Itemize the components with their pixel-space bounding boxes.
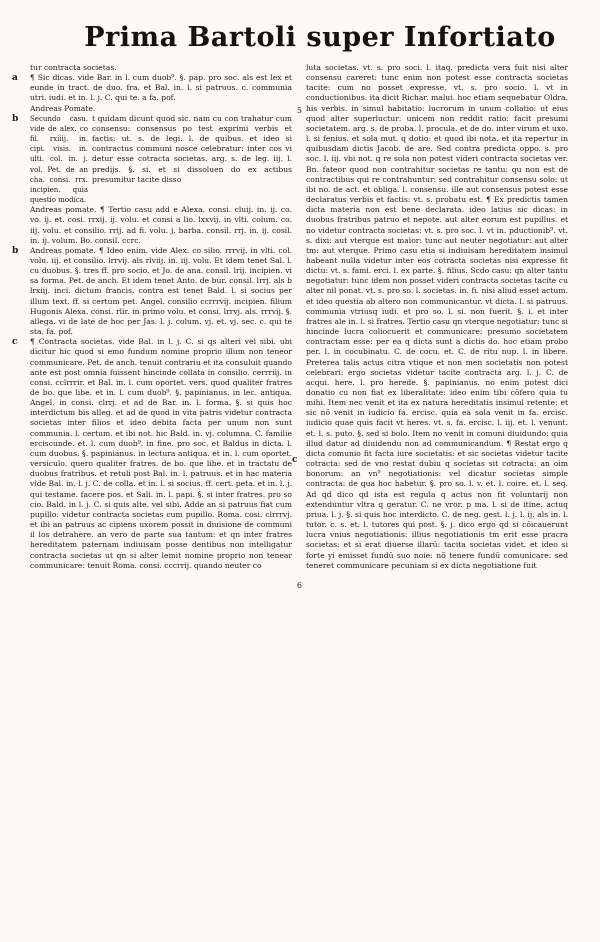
running-head: Prima Bartoli super Infortiato [84, 22, 556, 53]
text-columns [12, 63, 570, 591]
marginal-number-6: 6 [296, 581, 302, 591]
right-column-text: luta societas. vt. s. pro soci. l. itaq. predicta vera fuit nisi alter consensu careret: tunc enim non potest esse contracta societas tacite: cum no posset expresse. vt. s. pro socio. l. vt in conductionibus. ita dicit Richar. malui. hoc etiam sequebatur Oldra. his verbis. in simul habitatio: lucrorum in unum collatio: ut eius quod alter superluctur: unicem non reddit ratio: facit presumi societatem. arg. s. de proba. l. procula. et de do. inter virum et uxo. l. si fenius. et sola mut. q dotio: et quod ibi nota. et ita repertur in quibusdam dictis Jacob. de are. Sed contra predicta oppo. s. pro soc. l. iij. vbi not. q re sola non potest videri contracta societas ver. Bn. fateor quod non contrahitur societas re tantu: qu non est de contractibus qui re contrahuntur: sed contrahitur consensu solo: ut ibi no. de act. et obliga. l. consensu. ille aut consensus potest esse declaratus verbis et factis: vt. s. probatu est. ¶ Ex predictis tamen dicta materia non est bene declarata. ideo latius sic dicas: in duobus fratribus patruo et nepote. aut alter eorum est pupillus. et no videtur contracta societas: vt. s. pro soc. l. vt in. pductionib⁹. vt. s. dixi: aut vterque est maior: tunc aut neuter negotiatur: aut alter tm: aut vterque. Primo casu etia si indiuisam hereditatem insimul habeant nulla videtur inter eos cotracta societas nisi expresse fit dictu: vt. s. fami. erci. l. ex parte. §. filius. Scdo casu: qn alter tantu negotiatur: tunc idem non posset videri contracta societas tacite cu alter nil ponat. vt. s. pro so. l. societas. in. fi. nisi aliud esset actum. et ideo questia ab altero non communicantur. vt dicta. l. si patruus. communia vtriusq iudi. et pro so. l. si. non fuerit. §. i. et inter fratres ale in. l. si fratres. Tertio casu qn vterque negotiatur: tunc si hincinde lucra coliocuerit et communicare: presumo societatem contractam esse: per ea q dicta sunt a dictis do. hoc etiam probo per. l. in cocubinatu. C. de cocu. et. C. de ritu nup. l. in libere. Preterea talis actus citra vtique et non men societatis non potest celebrari: ergo societas videtur tacite contracta arg. l. j. C. de acqui. here. l. pro herede. §. papinianus. no enim potest dici donatio cu non fiat ex liberalitate: ideo enim tibi cōfero quia tu mihi. Item nec venit et ita ex natura hereditatis insimul retente: et sic nō venit in iudicio fa. ercisc. quia ea sola venit in fa. ercisc. iudicio quae quis facit vt heres. vt. s. fa. ercisc. l. iij. et. l. venunt. et. l. s. puto. §. sed si bolo. Item no venit in comuni diuidundo: quia illud datur ad diuidendu non ad communicandum. ¶ Restat ergo q dicta comunio fit facta iure societatis: et sic societas videtur tacite cotracta: sed de vno restat dubiu q societas sit cotracta: an oim bonorum: an vn⁹ negotiationis: vel dicatur societas simple contracta: de qua hoc habetur. §. pro so. l. v. et. l. coire. et. l. seq. Ad qd dico qd ista est regula q actus non fit voluntarij non extenduntur vltra q geratur. C. ne vror. p ma. l. si de itine. actuq priua. l. j. §. si quis hoc interdicto. C. de neg. gest. l. j. l. ij. als in. l. tutor. c. s. et. l. tutores qui post. §. j. dico ergo qd si cōicauerunt lucra vnius negotiationis: illius negotiationis tm erit esse pracra societas: et si erat diuerse illarū: tacita societas videt. et ideo si forte yi emisset fundū suo noie: nō tenere fundū comunicare: sed teneret communicare pecuniam si ex dicta negotiatione fuit [306, 63, 568, 570]
paragraph-a-text: ¶ Sic dicas. vide Bar. in l. cum duob⁹. §. pap. pro soc. als est lex et eunde in tract. de duo. fra. et Bal. in. l. si patruus. c. communia utri. iudi. et in. l. j. C. qui te. a fa. pof. [30, 73, 292, 103]
paragraph-c-text: ¶ Contracta societas. vide Bal. in l. j. C. si qs alteri vel sibi. ubi dicitur hic quod si emo fundum nomine proprio illum non teneor communicare. Pet. de anch. tenuit contrariu et ita consuluit quando ante est post omnia fuissent hincinde collata in consilio. cerrriij. in consi. cclrrrir. et Bal. in. l. cum oportet. vers. quod qualiter fratres de bo. que libe. et in. l. cum duob⁹. §. papinianus. in lec. antiqua. Angel. in consi. clrrj. et ad de Bar. in. l. forma. §. si quis hoc interdictum bis alleg. et ad de quod in vita patris videtur contracta societas inter filios et ideo debita facta per unum non sunt communia. l. certum. et ibi not. hic Bald. in. vj. columna. C. familie erciscunde. et. l. cum duob⁹. in fine. pro soc. et Baldus in dicta. l. cum duobus. §. papinianus. in lectura antiqua. et in. l. cum oportet. versiculo. quero qualiter fratres. de bo. que libe. et in tractatu de duobus fratribus. et retuli post Bal. in. l. patruus. et in hac materia vide Bal. in. l. j. C. de colla. et in. l. si socius. ff. cert. peta. et in. l. j. qui testame. facere pos. et Sali. in. l. papi. §. si inter fratres. pro so cio. Bald. in l. j. C. si quis alte. vel sibi. Adde an si patruus fiat cum pupillo: videtur contracta societas cum pupillo. Roma. cosi. clrrrvj. et ibi an patruus ac cipiens uxorem possit in diuisione de communi il los detrahere. an vero de parte sua tantum: et qn inter fratres hereditatem paternam indiuisam posse dentibus non intelligatur contracta societas ut qn si alter lemit nomine proprio non tenear communicare: tenuit Roma. consi. cccrrij. quando neuter co [30, 337, 292, 570]
paragraph-b-main: t quidam dicunt quod sic. nam cu con trahatur cum consensu: consensus po test exprimi verbis et factis: ut. s. de legi. l. de quibus. et ideo si contractus communi nosce celebratur: inter cos vi detur esse cotracta societas. arg. s. de leg. iij. l. predijs. §. si. et si dissoluen do ex actibus presumitur tacite disso [92, 113, 292, 184]
andreas-block-3 [12, 245, 292, 337]
andreas-note-1: Andreas Pomate. [30, 103, 96, 113]
left-column [12, 63, 302, 591]
left-opening: tur contracta societas. [30, 63, 117, 72]
paragraph-a [12, 73, 292, 103]
right-body [292, 63, 568, 571]
andreas-note-2: Andreas pomate. ¶ Tertio casu add e Alexa. consi. cluij. in. ij. co. vo. ij. et. cosi. rrxij. ij. volu. et consi a lio. lxxvij. in vlti. colum. co. iij. volu. et consilio. rrij. ad fi. volu. j. barba. consil. rrj. in. ij. cosil. in. ij. volum. Bo. consil. ccrc. [30, 205, 292, 245]
paragraph-b-margin: Secundo casu. vide de alex. co fil. rxiiij. in. cipi. visis. in. ulti. col. in. j. vol. Pet. de an cha. consi. rrx. incipien. quia questio modica. [30, 114, 88, 205]
marginal-number-5: 5 [296, 105, 302, 115]
margin-letter-c-right: c [292, 455, 298, 465]
paragraph-c [12, 337, 302, 591]
margin-letter-b2: b [12, 245, 19, 256]
right-column [292, 63, 568, 571]
andreas-note-3: Andreas pomate. ¶ Ideo enim. vide Alex. co silio. rrrvij. in vlti. col. volu. iij. et consilio. lrrvij. als rlviij. in. iij. volu. Et idem tenet Sal. l. cu duobus. §. tres ff. pro socio. et Jo. de ana. consil. lrij. incipien. vi sa forma. Pet. de anch. Et idem tenet Anto. de bur. consil. lrrj. als b lrxiij. inci. dictum francis. contra est tenet Bald. l. si socius per illum text. ff. si certum pet. Angel. consilio ccrrrvij. incipien. filium Hugonis Alexa. consi. rlir. in primo volu. et consi. lrrvj. als. rrrvij. §. allega. vi de late de hoc per Jas. l. j. colum. vj. et. vj. sec. c. qui te sta. fa. pof. [30, 245, 292, 337]
margin-letter-c-left: c [12, 337, 18, 348]
margin-letter-a: a [12, 73, 18, 84]
margin-letter-b: b [12, 113, 19, 124]
paragraph-b [12, 103, 302, 206]
andreas-block-2 [30, 205, 292, 246]
